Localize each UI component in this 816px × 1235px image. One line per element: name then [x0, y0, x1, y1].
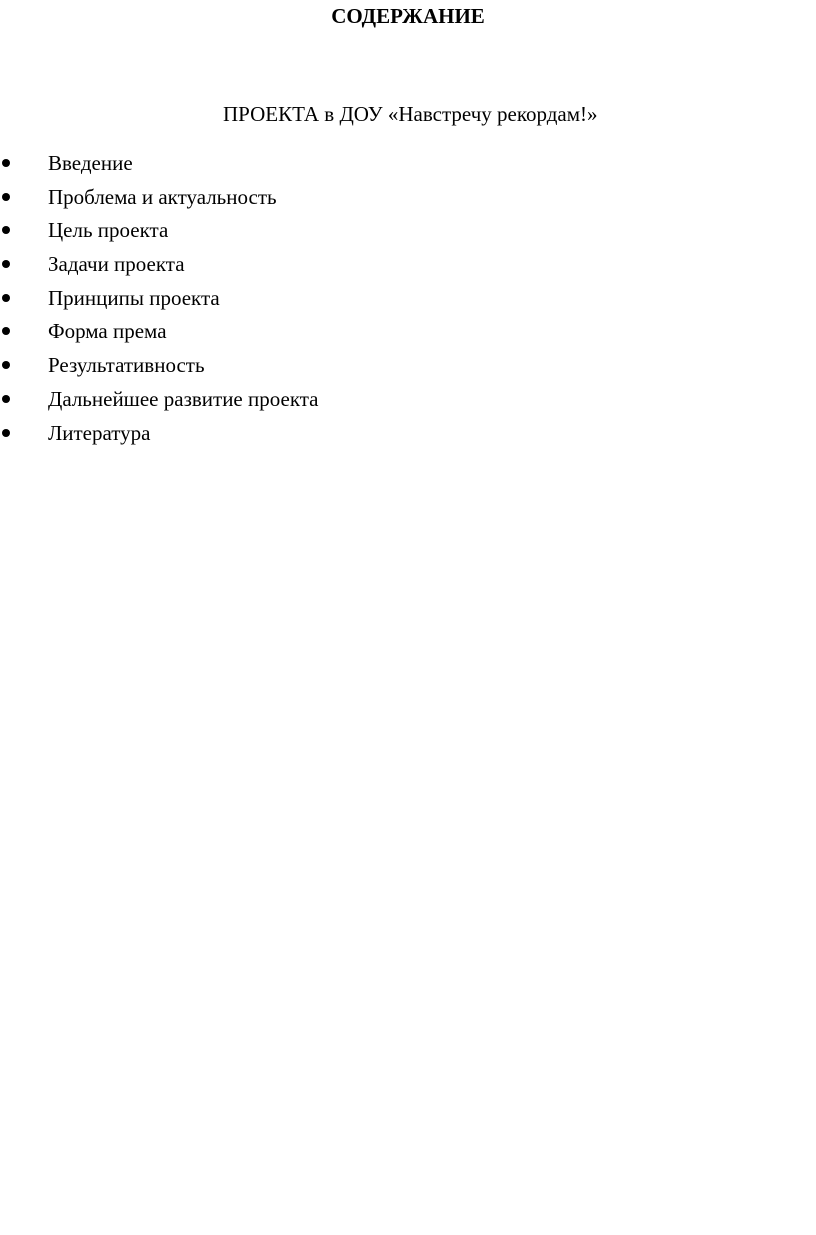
list-item-label: Литература [48, 420, 151, 445]
bullet-icon [2, 361, 10, 369]
page-title: СОДЕРЖАНИЕ [331, 4, 485, 28]
project-subtitle: ПРОЕКТА в ДОУ «Навстречу рекордам!» [223, 102, 598, 126]
list-item-label: Проблема и актуальность [48, 184, 277, 209]
bullet-icon [2, 327, 10, 335]
list-item-label: Форма према [48, 319, 167, 344]
list-item-label: Цель проекта [48, 218, 169, 243]
list-item-label: Дальнейшее развитие проекта [48, 386, 319, 411]
list-item-label: Задачи проекта [48, 252, 185, 277]
bullet-icon [2, 260, 10, 268]
bullet-icon [2, 193, 10, 201]
list-item-label: Введение [48, 151, 133, 175]
bullet-icon [2, 395, 10, 403]
bullet-icon [2, 226, 10, 234]
bullet-icon [2, 294, 10, 302]
bullet-icon [2, 429, 10, 437]
list-item-label: Результативность [48, 353, 205, 378]
bullet-icon [2, 159, 10, 167]
list-item-label: Принципы проекта [48, 285, 220, 310]
